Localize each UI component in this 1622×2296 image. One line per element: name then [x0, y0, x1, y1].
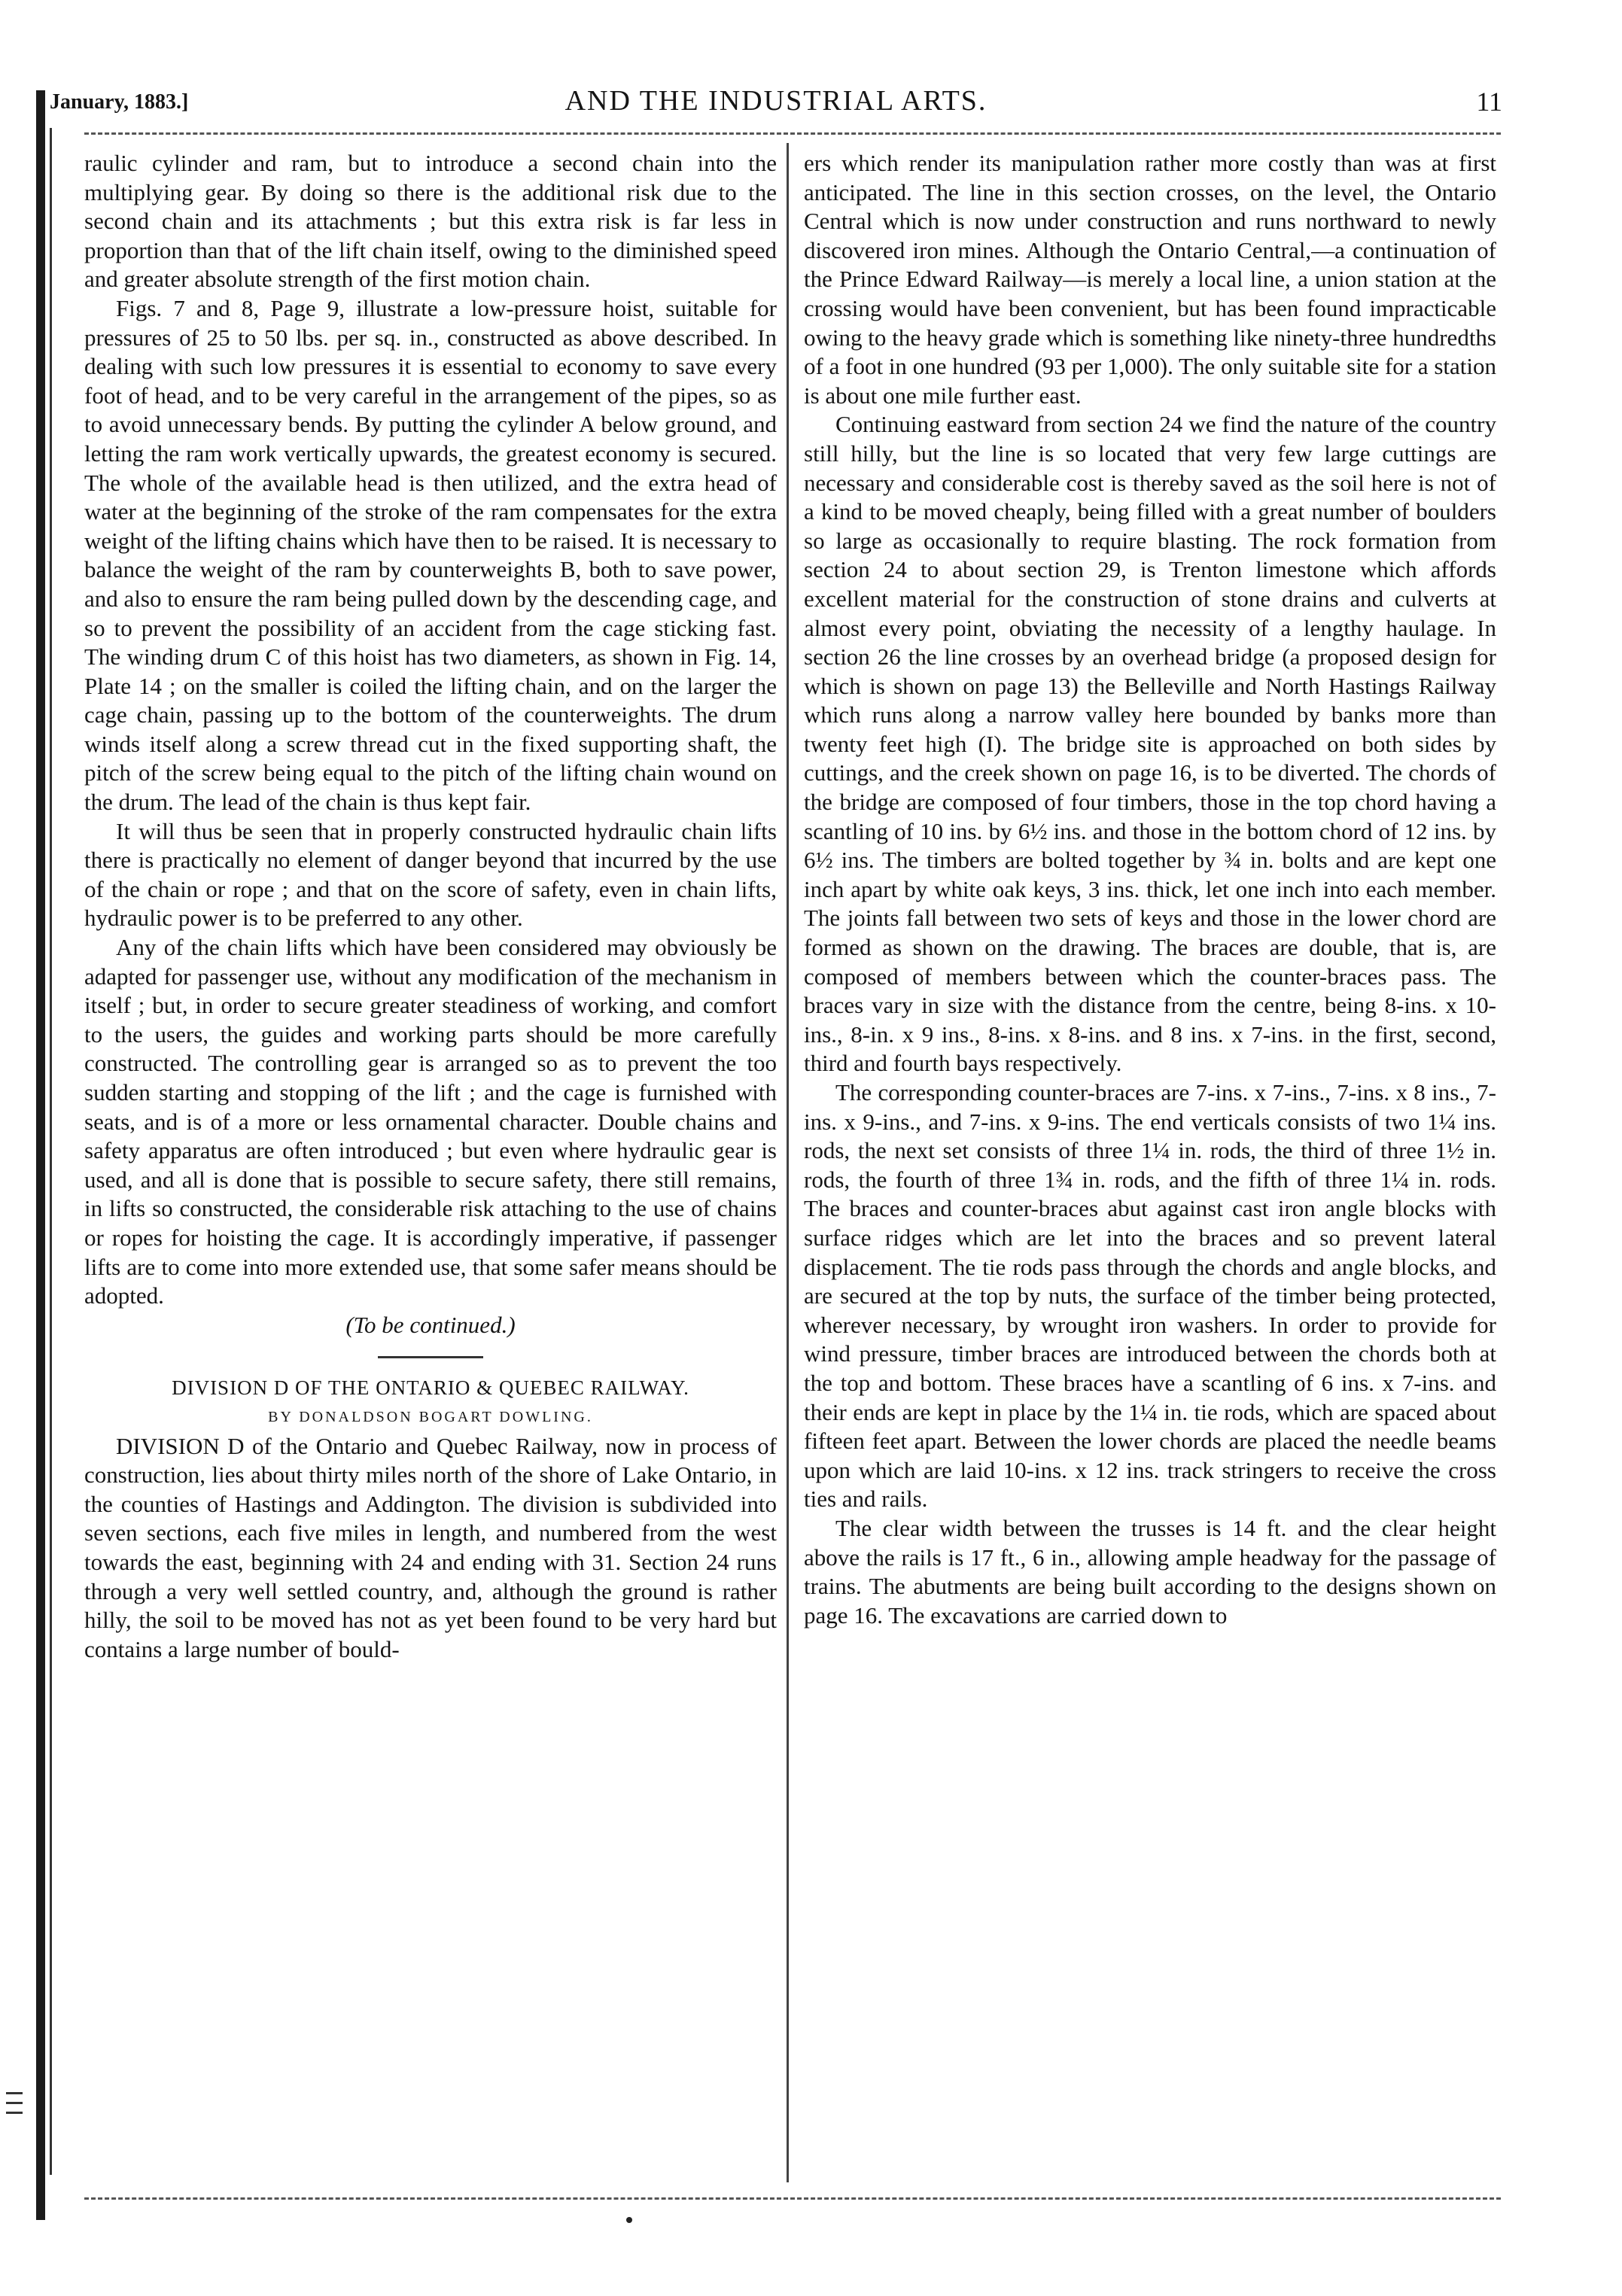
left-margin-rule-inner — [50, 128, 52, 2175]
page-header — [50, 81, 1502, 126]
header-title: AND THE INDUSTRIAL ARTS. — [565, 85, 988, 117]
article-title: DIVISION D OF THE ONTARIO & QUEBEC RAILWAY. — [172, 1376, 689, 1400]
right-paragraph: The clear width between the trusses is 14 ft. and the clear height above the rails is 17 ft., 6 in., allowing ample headway for the passage of trains. The abutments are being built according to the designs shown on page 16. The excavations are carried down to — [804, 1514, 1496, 1628]
right-column — [804, 149, 1496, 1630]
left-paragraph: Figs. 7 and 8, Page 9, illustrate a low-pressure hoist, suitable for pressures of 25 to 50 lbs. per sq. in., constructed as above described. In dealing with such low pressures it is essential to economy to save every foot of head, and to be very careful in the arrangement of the pipes, so as to avoid unnecessary bends. By putting the cylinder A below ground, and letting the ram work vertically upwards, the greatest economy is secured. The whole of the available head is then utilized, and the extra head of water at the beginning of the stroke of the ram compensates for the extra weight of the lifting chains which have then to be raised. It is necessary to balance the weight of the ram by counterweights B, both to save power, and also to ensure the ram being pulled down by the descending cage, and so to prevent the possibility of an accident from the cage sticking fast. The winding drum C of this hoist has two diameters, as shown in Fig. 14, Plate 14 ; on the smaller is coiled the lifting chain, and on the larger the cage chain, passing up to the bottom of the counterweights. The drum winds itself along a screw thread cut in the fixed supporting shaft, the pitch of the screw being equal to the pitch of the lifting chain wound on the drum. The lead of the chain is thus kept fair. — [84, 294, 777, 816]
margin-marks — [6, 2085, 29, 2175]
header-date: January, 1883.] — [50, 90, 189, 114]
left-column — [84, 149, 777, 1664]
to-be-continued: (To be continued.) — [345, 1311, 516, 1338]
right-paragraph: ers which render its manipulation rather more costly than was at first anticipated. The line in this section crosses, on the level, the Ontario Central which is now under construction and runs northward to newly discovered iron mines. Although the Ontario Central,—a continuation of the Prince Edward Railway—is merely a local line, a union station at the crossing would have been convenient, but has been found impracticable owing to the heavy grade which is something like ninety-three hundredths of a foot in one hundred (93 per 1,000). The only suitable site for a station is about one mile further east. — [804, 150, 1496, 409]
header-rule — [84, 132, 1501, 135]
page-number: 11 — [1476, 87, 1502, 117]
section-separator — [378, 1356, 483, 1358]
article-paragraph: DIVISION D of the Ontario and Quebec Railway, now in process of construction, lies about thirty miles north of the shore of Lake Ontario, in the counties of Hastings and Addington. The division is subdivided into seven sections, each five miles in length, and numbered from the west towards the east, beginning with 24 and ending with 31. Section 24 runs through a very well settled country, and, although the ground is rather hilly, the soil to be moved has not as yet been found to be very hard but contains a large number of bould- — [84, 1432, 777, 1662]
left-paragraph: Any of the chain lifts which have been considered may obviously be adapted for passenger use, without any modification of the mechanism in itself ; but, in order to secure greater steadiness of working, and comfort to the users, the guides and working parts should be more carefully constructed. The controlling gear is arranged so as to prevent the too sudden starting and stopping of the lift ; and the cage is furnished with seats, and is of a more or less ornamental character. Double chains and safety apparatus are often introduced ; but even where hydraulic gear is used, and all is done that is possible to secure safety, there still remains, in lifts so constructed, the considerable risk attaching to the use of chains or ropes for hoisting the cage. It is accordingly imperative, if passenger lifts are to come into more extended use, that some safer means should be adopted. — [84, 934, 777, 1309]
column-divider — [787, 143, 789, 2182]
footer-mark — [626, 2217, 632, 2223]
left-margin-rule — [36, 90, 45, 2220]
right-paragraph: The corresponding counter-braces are 7-ins. x 7-ins., 7-ins. x 8 ins., 7-ins. x 9-ins., and 7-ins. x 9-ins. The end verticals consists of two 1¼ ins. rods, the next set consists of three 1¼ in. rods, the third of three 1½ in. rods, the fourth of three 1¾ in. rods, and the fifth of three 1¼ in. rods. The braces and counter-braces abut against cast iron angle blocks with surface ridges which are let into the braces and so prevent lateral displacement. The tie rods pass through the chords and angle blocks, and are secured at the top by nuts, the surface of the timber being protected, wherever necessary, by wrought iron washers. In order to provide for wind pressure, timber braces are introduced between the chords both at the top and bottom. These braces have a scantling of 6 ins. x 7-ins. and their ends are kept in place by the 1¼ in. tie rods, which are spaced about fifteen feet apart. Between the lower chords are placed the needle beams upon which are laid 10-ins. x 12 ins. track stringers to receive the cross ties and rails. — [804, 1079, 1496, 1513]
article-byline: BY DONALDSON BOGART DOWLING. — [268, 1408, 593, 1425]
footer-rule — [84, 2197, 1501, 2200]
left-paragraph: raulic cylinder and ram, but to introduce a second chain into the multiplying gear. By doing so there is the additional risk due to the second chain and its attachments ; but this extra risk is far less in proportion than that of the lift chain itself, owing to the diminished speed and greater absolute strength of the first motion chain. — [84, 150, 777, 293]
right-paragraph: Continuing eastward from section 24 we find the nature of the country still hilly, but the line is so located that very few large cuttings are necessary and considerable cost is thereby saved as the soil here is not of a kind to be moved cheaply, being filled with a great number of boulders so large as occasionally to require blasting. The rock formation from section 24 to about section 29, is Trenton limestone which affords excellent material for the construction of stone drains and culverts at almost every point, obviating the necessity of a lengthy haulage. In section 26 the line crosses by an overhead bridge (a proposed design for which is shown on page 13) the Belleville and North Hastings Railway which runs along a narrow valley here bounded by banks more than twenty feet high (I). The bridge site is approached on both sides by cuttings, and the creek shown on page 16, is to be diverted. The chords of the bridge are composed of four timbers, those in the top chord having a scantling of 10 ins. by 6½ ins. and those in the bottom chord of 12 ins. by 6½ ins. The timbers are bolted together by ¾ in. bolts and are kept one inch apart by white oak keys, 3 ins. thick, let one inch into each member. The joints fall between two sets of keys and those in the lower chord are formed as shown on the drawing. The braces are double, that is, are composed of members between which the counter-braces pass. The braces vary in size with the distance from the centre, being 8-ins. x 10-ins., 8-in. x 9 ins., 8-ins. x 8-ins. and 8 ins. x 7-ins. in the first, second, third and fourth bays respectively. — [804, 411, 1496, 1077]
left-paragraph: It will thus be seen that in properly constructed hydraulic chain lifts there is practically no element of danger beyond that incurred by the use of the chain or rope ; and that on the score of safety, even in chain lifts, hydraulic power is to be preferred to any other. — [84, 817, 777, 932]
